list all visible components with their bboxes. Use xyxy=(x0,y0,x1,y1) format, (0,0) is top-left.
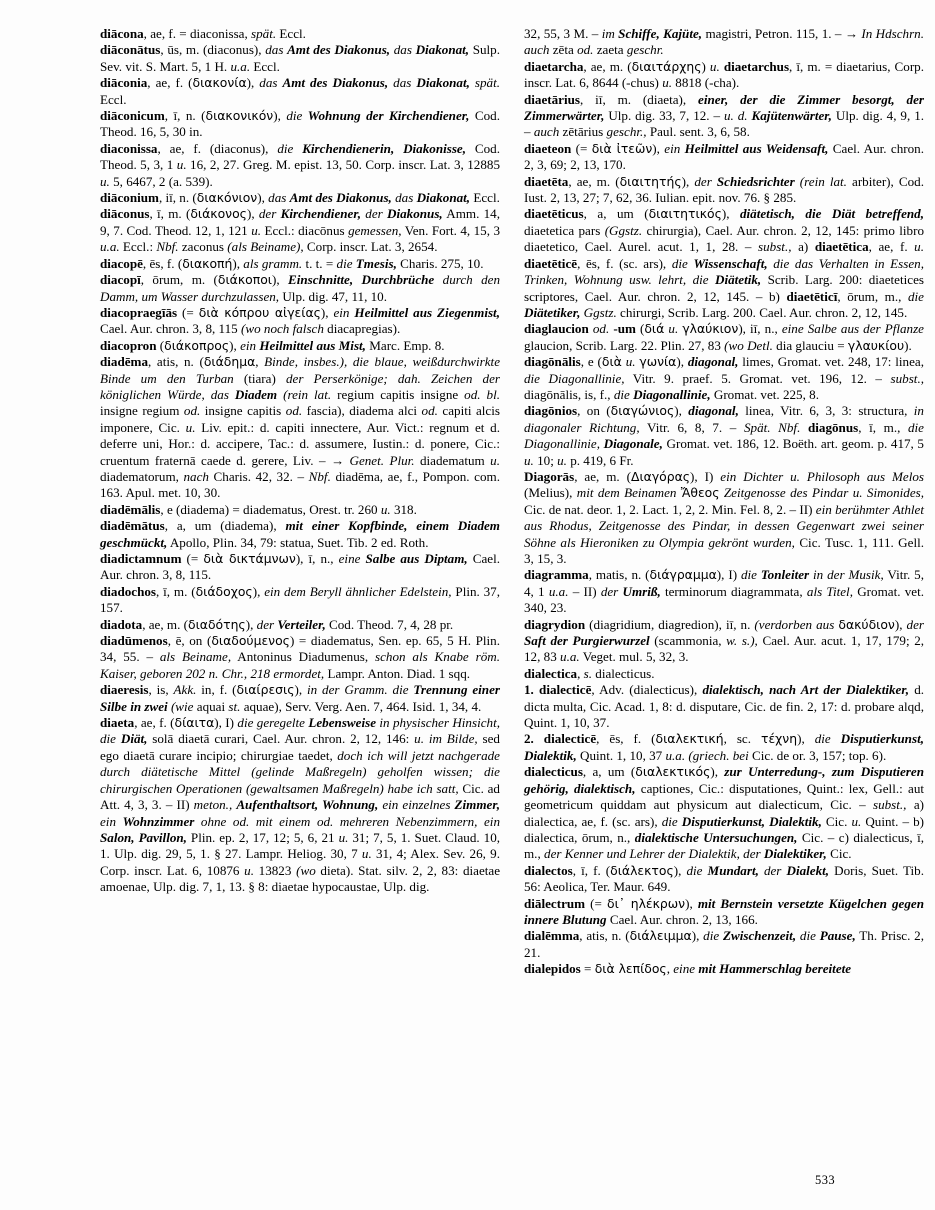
left-column xyxy=(100,26,500,1171)
dictionary-entry: 2. dialecticē, ēs, f. (διαλεκτική, sc. τέχνη), die Disputierkunst, Dialektik, Quint. 1, 10, 37 u.a. (griech. bei Cic. de or. 3, 157; top. 6). xyxy=(524,731,924,763)
dictionary-entry: dialectica, s. dialecticus. xyxy=(524,665,655,681)
dictionary-entry: diaetēticus, a, um (διαιτητικός), diätetisch, die Diät betreffend, diaetetica pars (Ggstz. chirurgia), Cael. Aur. chron. 2, 12, 145: primo libro diaetetico, Cael. Aurel. acut. 1, 1, 28. – subst., a) diaetētica, ae, f. u. diaetēticē, ēs, f. (sc. ars), die Wissenschaft, die das Verhalten in Essen, Trinken, Wohnung usw. lehrt, die Diätetik, Scrib. Larg. 200: diaetetices scriptores, Cael. Aur. chron. 2, 12, 145. – b) diaetēticī, ōrum, m., die Diätetiker, Ggstz. chirurgi, Scrib. Larg. 200. Cael. Aur. chron. 2, 12, 145. xyxy=(524,206,924,320)
dictionary-entry: diāconium, iī, n. (διακόνιον), das Amt des Diakonus, das Diakonat, Eccl. xyxy=(100,190,500,206)
dictionary-entry: diālectrum (= δι᾽ ηλέκρων), mit Bernstein versetzte Kügelchen gegen innere Blutung Cael. Aur. chron. 2, 13, 166. xyxy=(524,895,924,927)
dictionary-entry: diāconicum, ī, n. (διακονικόν), die Wohnung der Kirchendiener, Cod. Theod. 16, 5, 30 in. xyxy=(100,108,500,140)
dictionary-entry: diadēmātus, a, um (diadema), mit einer Kopfbinde, einem Diadem geschmückt, Apollo, Plin. 34, 79: statua, Suet. Tib. 2 ed. Roth. xyxy=(100,518,500,550)
dictionary-entry: diaetarcha, ae, m. (διαιτάρχης) u. diaetarchus, ī, m. = diaetarius, Corp. inscr. Lat. 6, 8644 (-chus) u. 8818 (-cha). xyxy=(524,58,924,91)
dictionary-entry: diagōnālis, e (διὰ u. γωνία), diagonal, limes, Gromat. vet. 248, 17: linea, die Diagonallinie, Vitr. 9. praef. 5. Gromat. vet. 196, 12. – subst., diagōnālis, is, f., die Diagonallinie, Gromat. vet. 225, 8. xyxy=(524,354,924,402)
dictionary-entry: diadictamnum (= διὰ δικτάμνων), ī, n., eine Salbe aus Diptam, Cael. Aur. chron. 3, 8, 115. xyxy=(100,551,500,583)
dictionary-entry: dialecticus, a, um (διαλεκτικός), zur Unterredung-, zum Disputieren gehörig, dialektisch, captiones, Cic.: disputationes, Quint.: lex, Gell.: aut geometricum quiddam aut physicum aut dialecticum, Cic. – subst., a) dialectica, ae, f. (sc. ars), die Disputierkunst, Dialektik, Cic. u. Quint. – b) dialectica, ōrum, n., dialektische Untersuchungen, Cic. – c) dialecticus, ī, m., der Kenner und Lehrer der Dialektik, der Dialektiker, Cic. xyxy=(524,764,925,862)
dictionary-entry: diācona, ae, f. = diaconissa, spät. Eccl. xyxy=(100,26,306,41)
dictionary-entry: diadēma, atis, n. (διάδημα, Binde, insbes.), die blaue, weißdurchwirkte Binde um den Turban (tiara) der Perserkönige; dah. Zeichen der königlichen Würde, das Diadem (rein lat. regium capitis insigne od. bl. insigne regium od. insigne capitis od. fascia), diadema alci od. capiti alcis imponere, Cic. u. Liv. epit.: d. capiti innectere, Aur. Vict.: regnum et d. deferre uni, Hor.: d. accipere, Tac.: d. assumere, Iustin.: d. ponere, Cic.: cruentum fraternā caede d. gerere, Liv. – → Genet. Plur. diadematum u. diadematorum, nach Charis. 42, 32. – Nbf. diadēma, ae, f., Pompon. com. 163. Apul. met. 10, 30. xyxy=(100,354,500,501)
page-number: 533 xyxy=(815,1173,835,1187)
dictionary-entry: diaetārius, iī, m. (diaeta), einer, der die Zimmer besorgt, der Zimmerwärter, Ulp. dig. 33, 7, 12. – u. d. Kajütenwärter, Ulp. dig. 4, 9, 1. – auch zētārius geschr., Paul. sent. 3, 6, 58. xyxy=(524,91,925,140)
dictionary-entry: diagrydion (diagridium, diagredion), iī, n. (verdorben aus δακύδιον), der Saft der Purgierwurzel (scammonia, w. s.), Cael. Aur. acut. 1, 17, 179; 2, 12, 83 u.a. Veget. mul. 5, 32, 3. xyxy=(524,616,925,665)
dictionary-entry: dialectos, ī, f. (διάλεκτος), die Mundart, der Dialekt, Doris, Suet. Tib. 56: Aeolica, Ter. Maur. 649. xyxy=(524,862,924,895)
two-column-text-body xyxy=(100,26,927,1171)
right-column xyxy=(524,26,924,1171)
dictionary-entry: diacopē, ēs, f. (διακοπή), als gramm. t. t. = die Tmesis, Charis. 275, 10. xyxy=(100,255,484,271)
dictionary-entry: diadūmenos, ē, on (διαδούμενος) = diadematus, Sen. ep. 65, 5 H. Plin. 34, 55. – als Beiname, Antoninus Diadumenus, schon als Knabe röm. Kaiser, geboren 202 n. Chr., 218 ermordet, Lampr. Anton. Diad. 1 sqq. xyxy=(100,633,500,681)
dictionary-entry: diadota, ae, m. (διαδότης), der Verteiler, Cod. Theod. 7, 4, 28 pr. xyxy=(100,616,454,632)
dictionary-entry: diadēmālis, e (diadema) = diadematus, Orest. tr. 260 u. 318. xyxy=(100,501,417,517)
dictionary-entry: dialēmma, atis, n. (διάλειμμα), die Zwischenzeit, die Pause, Th. Prisc. 2, 21. xyxy=(524,928,924,960)
dictionary-entry: diacopraegīās (= διὰ κόπρου αἰγείας), ein Heilmittel aus Ziegenmist, Cael. Aur. chron. 3, 8, 115 (wo noch falsch diacapregias). xyxy=(100,304,500,337)
dictionary-entry: diaeta, ae, f. (δίαιτα), I) die geregelte Lebensweise in physischer Hinsicht, die Diät, solā diaetā curari, Cael. Aur. chron. 2, 12, 146: u. im Bilde, sed ego diaetā curare incipio; chirurgiae taedet, doch ich will jetzt nachgerade durch diätetische Mittel (gelinde Maßregeln) geholfen wissen; die chirurgischen Operationen (gewaltsamen Maßregeln) habe ich satt, Cic. ad Att. 4, 3, 3. – II) meton., Aufenthaltsort, Wohnung, ein einzelnes Zimmer, ein Wohnzimmer ohne od. mit einem od. mehreren Nebenzimmern, ein Salon, Pavillon, Plin. ep. 2, 17, 12; 5, 6, 21 u. 31; 7, 5, 1. Suet. Claud. 10, 1. Ulp. dig. 29, 5, 1. § 27. Lampr. Heliog. 30, 7 u. 31, 4; Alex. Sev. 26, 9. Corp. inscr. Lat. 6, 10876 u. 13823 (wo dieta). Stat. silv. 2, 2, 83: diaetae amoenae, Ulp. dig. 7, 1, 13. § 8: diaetae hypocaustae, Ulp. dig. xyxy=(100,715,501,895)
dictionary-entry: diacopron (διάκοπρος), ein Heilmittel aus Mist, Marc. Emp. 8. xyxy=(100,337,445,353)
dictionary-entry: diacopī, ōrum, m. (διάκοποι), Einschnitte, Durchbrüche durch den Damm, um Wasser durchzulassen, Ulp. dig. 47, 11, 10. xyxy=(100,272,500,304)
dictionary-entry: diaglaucion od. -um (διά u. γλαύκιον), iī, n., eine Salbe aus der Pflanze glaucion, Scrib. Larg. 22. Plin. 27, 83 (wo Detl. dia glauciu = γλαυκίου). xyxy=(524,321,924,353)
dictionary-entry: diagōnios, on (διαγώνιος), diagonal, linea, Vitr. 6, 3, 3: structura, in diagonaler Richtung, Vitr. 6, 8, 7. – Spät. Nbf. diagōnus, ī, m., die Diagonallinie, Diagonale, Gromat. vet. 186, 12. Boëth. art. geom. p. 417, 5 u. 10; u. p. 419, 6 Fr. xyxy=(524,403,924,468)
dictionary-entry: diāconus, ī, m. (διάκονος), der Kirchendiener, der Diakonus, Amm. 14, 9, 7. Cod. Theod. 12, 1, 121 u. Eccl.: diacōnus gemessen, Ven. Fort. 4, 15, 3 u.a. Eccl.: Nbf. zaconus (als Beiname), Corp. inscr. Lat. 3, 2654. xyxy=(100,206,500,255)
dictionary-entry: diaeresis, is, Akk. in, f. (διαίρεσις), in der Gramm. die Trennung einer Silbe in zwei (wie aquai st. aquae), Serv. Verg. Aen. 7, 464. Isid. 1, 34, 4. xyxy=(100,682,500,714)
dictionary-entry: diaeteon (= διὰ ἰτεῶν), ein Heilmittel aus Weidensaft, Cael. Aur. chron. 2, 3, 69; 2, 13, 170. xyxy=(524,140,924,173)
dictionary-entry: diaetēta, ae, m. (διαιτητής), der Schiedsrichter (rein lat. arbiter), Cod. Iust. 2, 13, 27; 7, 62, 36. Iulian. epit. nov. 76. § 285. xyxy=(524,173,924,206)
dictionary-entry: diāconia, ae, f. (διακονία), das Amt des Diakonus, das Diakonat, spät. Eccl. xyxy=(100,75,500,107)
entry-continuation: 32, 55, 3 M. – im Schiffe, Kajüte, magistri, Petron. 115, 1. – → In Hdschrn. auch zēta od. zaeta geschr. xyxy=(524,26,924,58)
dictionary-entry: diaconissa, ae, f. (diaconus), die Kirchendienerin, Diakonisse, Cod. Theod. 5, 3, 1 u. 16, 2, 27. Greg. M. epist. 13, 50. Corp. inscr. Lat. 3, 12885 u. 5, 6467, 2 (a. 539). xyxy=(100,140,501,189)
dictionary-entry: diagramma, matis, n. (διάγραμμα), I) die Tonleiter in der Musik, Vitr. 5, 4, 1 u.a. – II) der Umriß, terminorum diagrammata, als Titel, Gromat. vet. 340, 23. xyxy=(524,567,925,616)
dictionary-entry: Diagorās, ae, m. (Διαγόρας), I) ein Dichter u. Philosoph aus Melos (Melius), mit dem Beinamen Ἄθεος Zeitgenosse des Pindar u. Simonides, Cic. de nat. deor. 1, 2. Lact. 1, 2, 2. Min. Fel. 8, 2. – II) ein berühmter Athlet aus Rhodus, Zeitgenosse des Pindar, in dessen Gegenwart zwei seiner Söhne als Hieroniken zu Olympia gekrönt wurden, Cic. Tusc. 1, 111. Gell. 3, 15, 3. xyxy=(524,468,925,566)
dictionary-entry: dialepidos = διὰ λεπίδος, eine mit Hammerschlag bereitete xyxy=(524,961,852,977)
dictionary-entry: diadochos, ī, m. (διάδοχος), ein dem Beryll ähnlicher Edelstein, Plin. 37, 157. xyxy=(100,583,500,616)
dictionary-entry: 1. dialecticē, Adv. (dialecticus), dialektisch, nach Art der Dialektiker, d. dicta multa, Cic. Acad. 1, 8: d. disputare, Cic. de fin. 2, 17: d. probare alqd, Quint. 1, 10, 37. xyxy=(524,682,925,731)
dictionary-entry: diāconātus, ūs, m. (diaconus), das Amt des Diakonus, das Diakonat, Sulp. Sev. vit. S. Mart. 5, 1 H. u.a. Eccl. xyxy=(100,42,501,74)
